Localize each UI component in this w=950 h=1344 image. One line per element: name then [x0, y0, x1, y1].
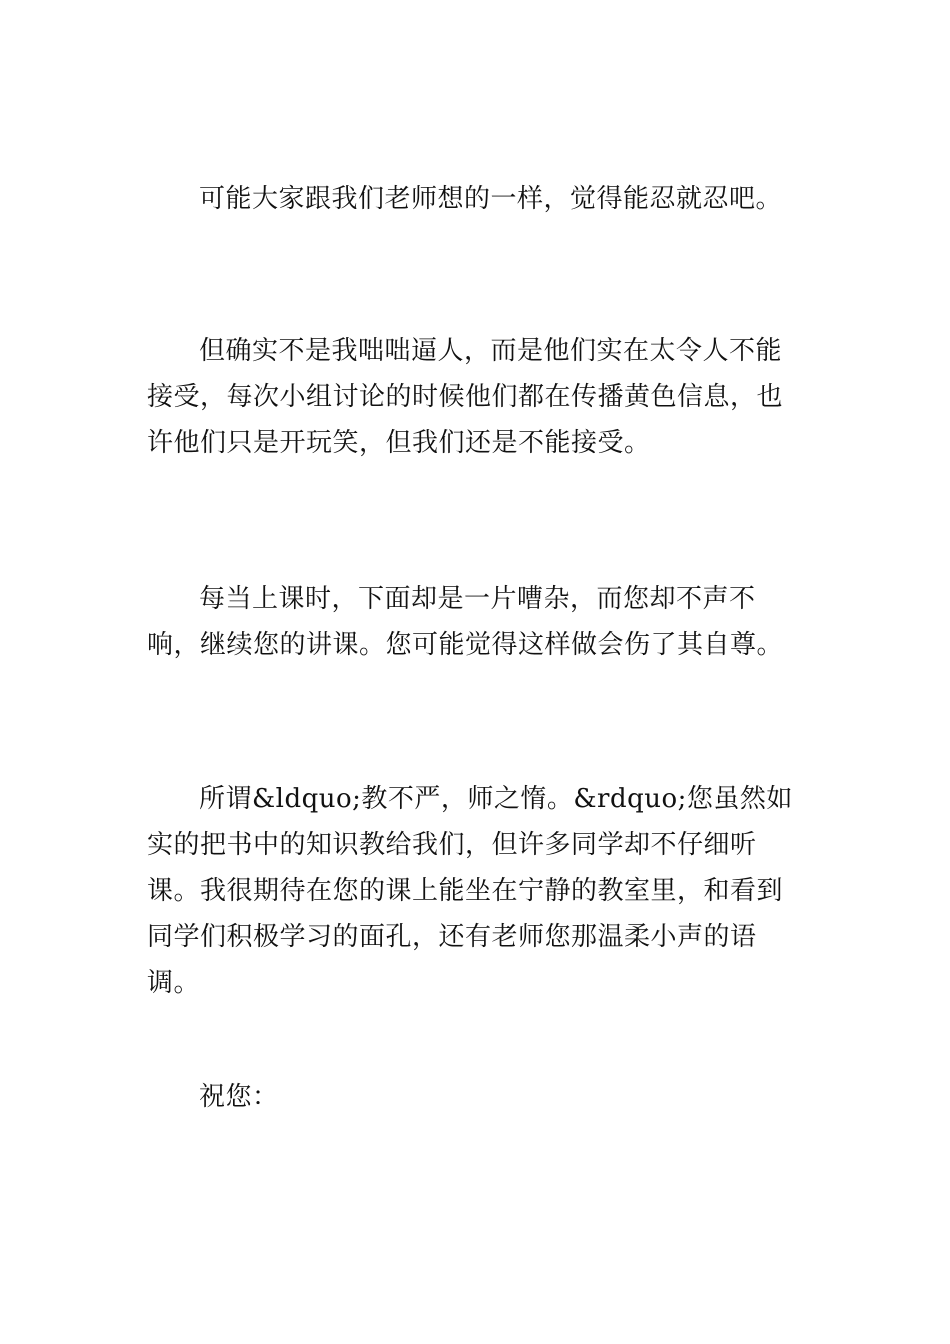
- paragraph-4: 所谓&ldquo;教不严，师之惰。&rdquo;您虽然如实的把书中的知识教给我们，但许多同学却不仔细听课。我很期待在您的课上能坐在宁静的教室里，和看到同学们积极学习的面孔，还有老师您那温柔小声的语调。: [147, 784, 793, 998]
- closing-salutation: 祝您：: [199, 1082, 279, 1112]
- paragraph-2: 但确实不是我咄咄逼人，而是他们实在太令人不能接受，每次小组讨论的时候他们都在传播黄色信息，也许他们只是开玩笑，但我们还是不能接受。: [147, 336, 784, 458]
- paragraph-3: 每当上课时，下面却是一片嘈杂，而您却不声不响，继续您的讲课。您可能觉得这样做会伤了其自尊。: [147, 584, 784, 660]
- paragraph-1: 可能大家跟我们老师想的一样，觉得能忍就忍吧。: [199, 184, 783, 214]
